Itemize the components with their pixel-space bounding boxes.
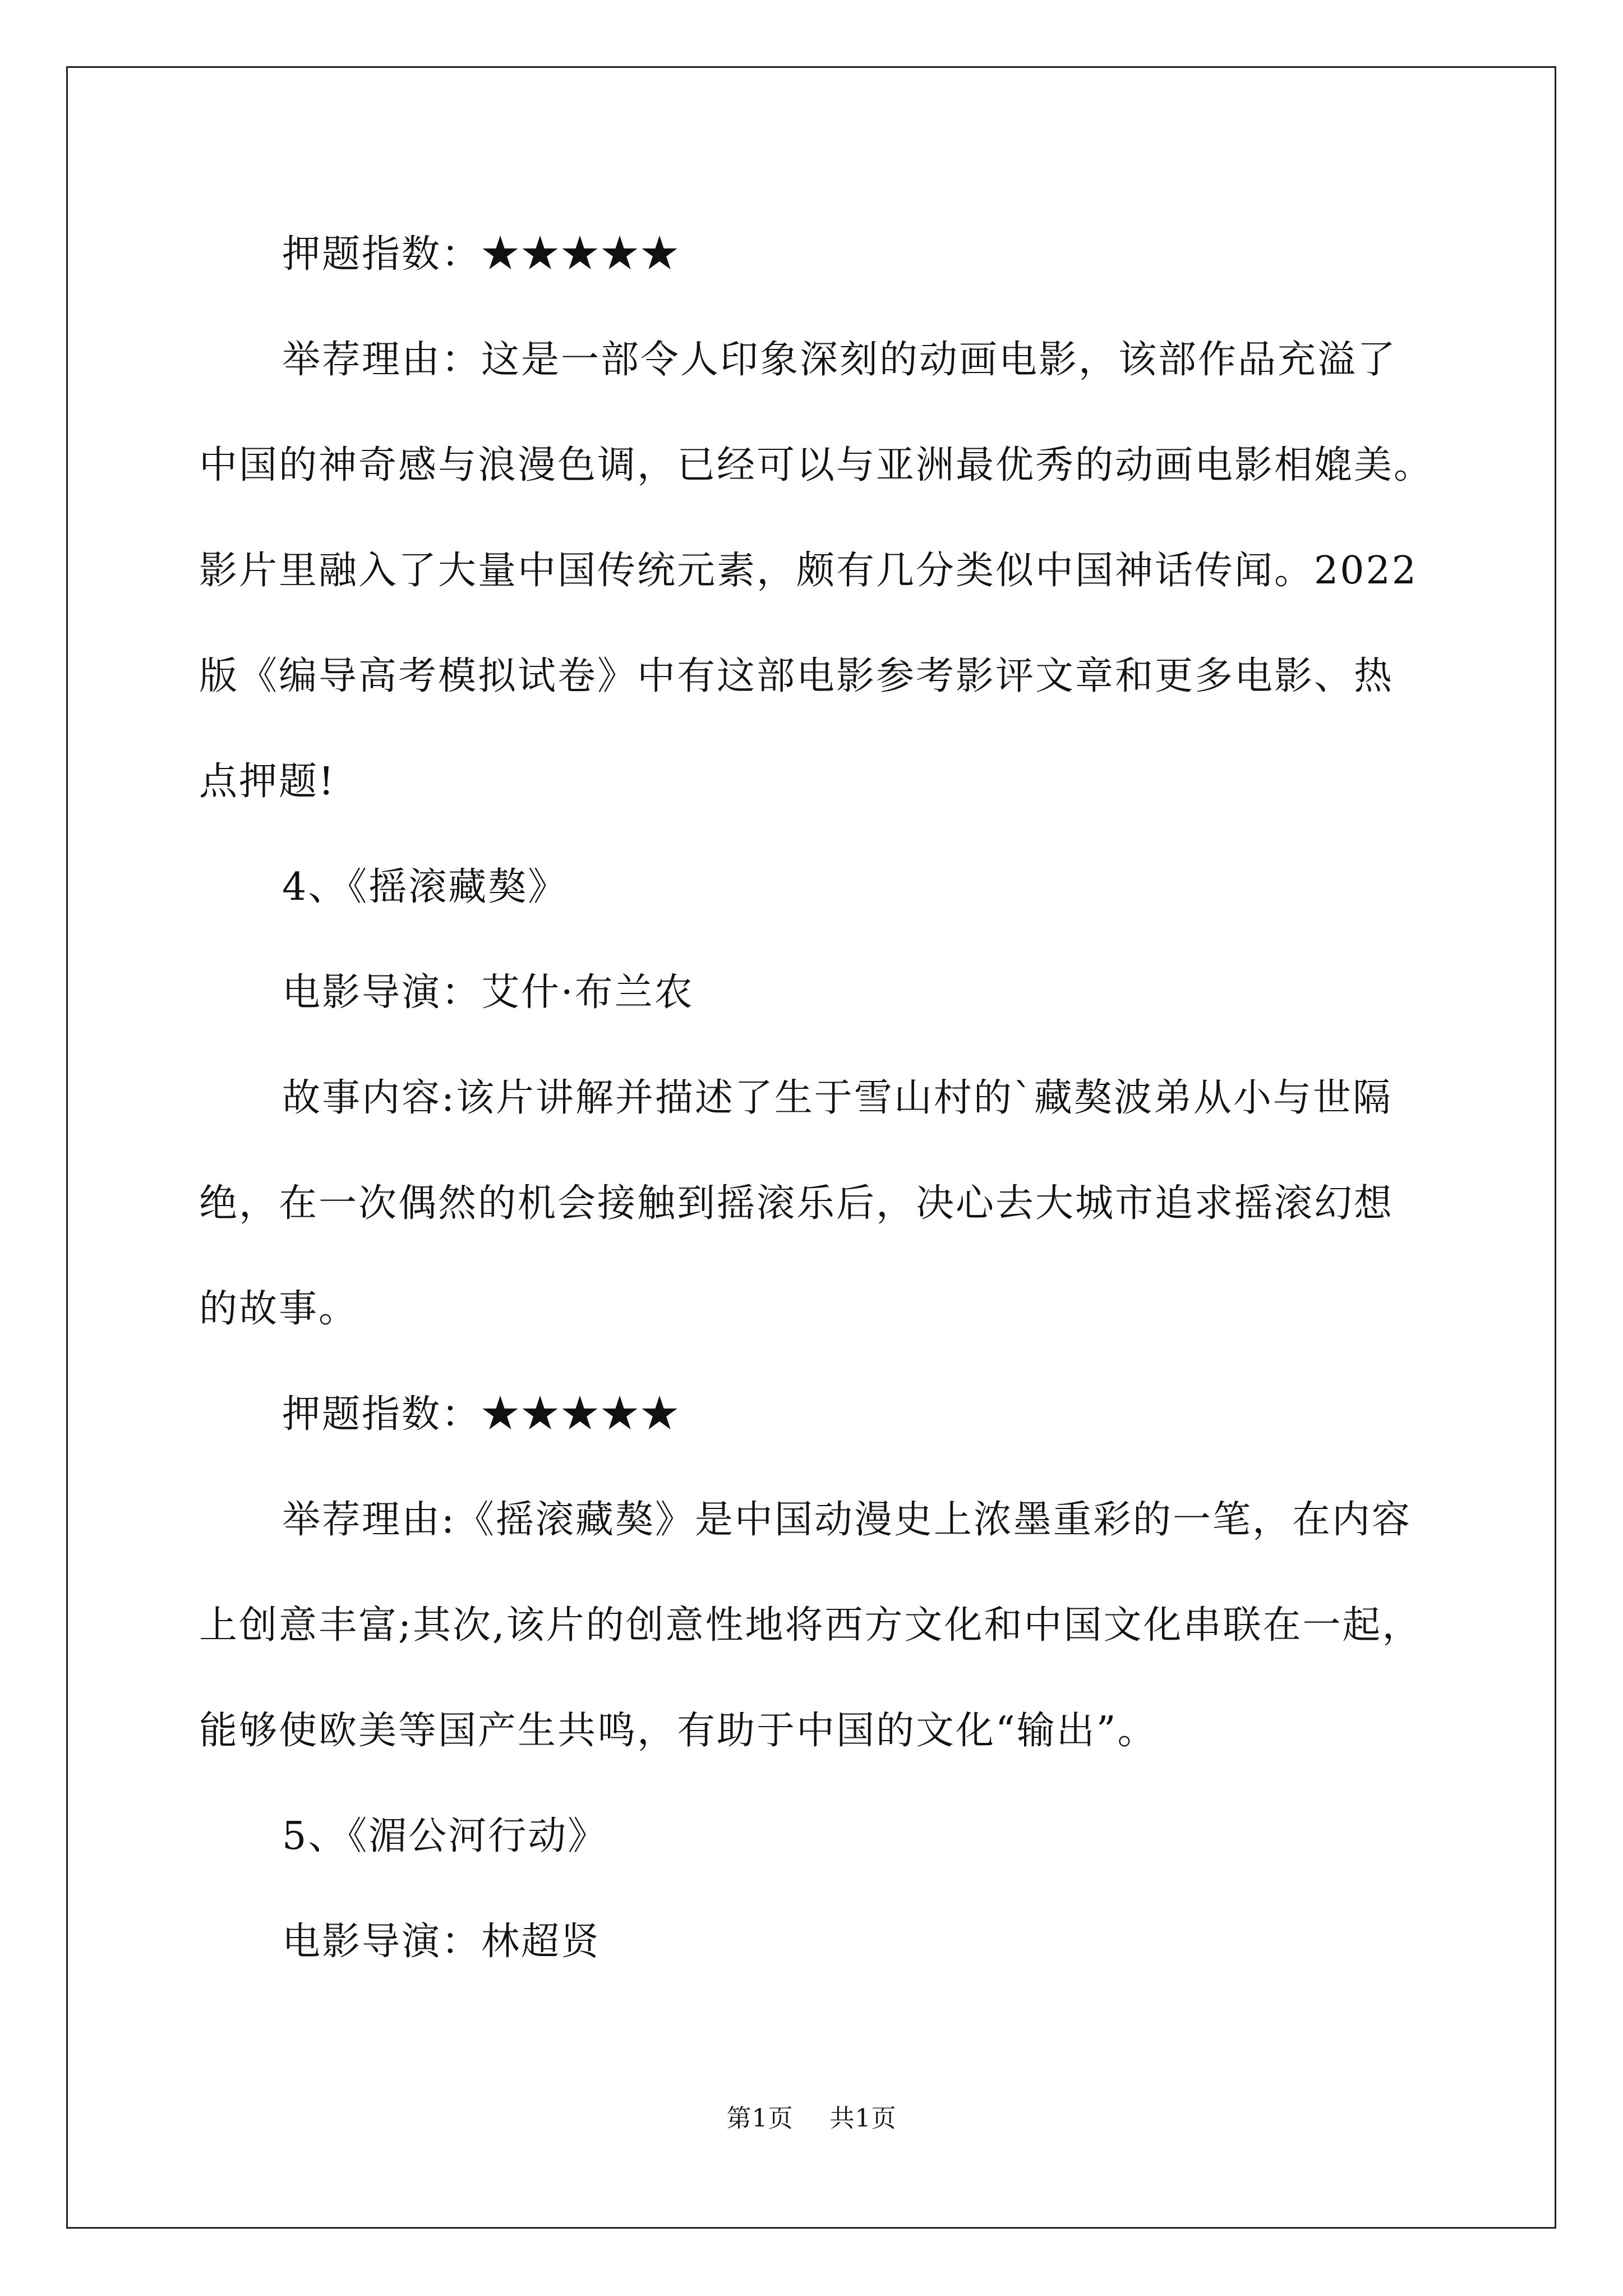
text-line: 电影导演：林超贤 [282, 1920, 601, 1964]
paragraph-rating-1 [199, 202, 1450, 307]
text-line: 版《编导高考模拟试卷》中有这部电影参考影评文章和更多电影、热 [199, 654, 1394, 698]
paragraph-director-5 [199, 1889, 1450, 1995]
page-number: 第1页 [726, 2104, 794, 2133]
text-line: 上创意丰富;其次,该片的创意性地将西方文化和中国文化串联在一起， [199, 1603, 1422, 1648]
text-line: 影片里融入了大量中国传统元素，颇有几分类似中国神话传闻。2022 [199, 549, 1418, 593]
paragraph-recommendation-1 [199, 307, 1450, 835]
text-line: 故事内容:该片讲解并描述了生于雪山村的`藏獒波弟从小与世隔 [282, 1076, 1393, 1120]
text-line: 押题指数：★★★★★ [282, 232, 681, 277]
text-line: 举荐理由：这是一部令人印象深刻的动画电影，该部作品充溢了 [282, 338, 1398, 382]
page-total: 共1页 [829, 2104, 897, 2133]
paragraph-story-4 [199, 1046, 1450, 1362]
paragraph-director-4 [199, 940, 1450, 1046]
text-line: 举荐理由:《摇滚藏獒》是中国动漫史上浓墨重彩的一笔，在内容 [282, 1498, 1412, 1542]
text-line: 点押题! [199, 760, 336, 804]
heading-movie-4 [199, 835, 1450, 940]
text-line: 的故事。 [199, 1287, 359, 1331]
paragraph-recommendation-4 [199, 1467, 1450, 1784]
heading-movie-5 [199, 1784, 1450, 1889]
page-footer [0, 2098, 1623, 2134]
text-line: 能够使欧美等国产生共鸣，有助于中国的文化“输出”。 [199, 1709, 1158, 1753]
document-body [199, 202, 1450, 1995]
text-line: 5、《湄公河行动》 [282, 1814, 608, 1858]
paragraph-rating-4 [199, 1362, 1450, 1467]
text-line: 电影导演：艾什·布兰农 [282, 970, 694, 1015]
text-line: 押题指数：★★★★★ [282, 1392, 681, 1437]
text-line: 中国的神奇感与浪漫色调，已经可以与亚洲最优秀的动画电影相媲美。 [199, 443, 1434, 487]
text-line: 4、《摇滚藏獒》 [282, 865, 568, 909]
text-line: 绝，在一次偶然的机会接触到摇滚乐后，决心去大城市追求摇滚幻想 [199, 1181, 1394, 1226]
